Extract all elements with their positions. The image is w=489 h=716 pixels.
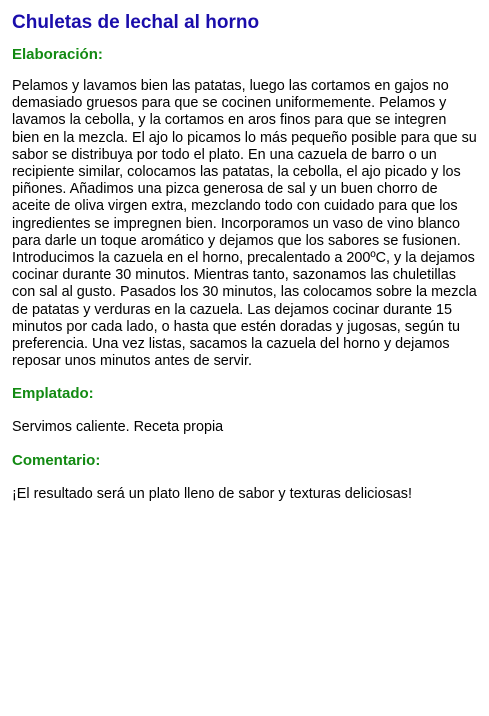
recipe-title: Chuletas de lechal al horno bbox=[12, 12, 260, 33]
comentario-text: ¡El resultado será un plato lleno de sabor y texturas deliciosas! bbox=[12, 485, 412, 502]
emplatado-heading: Emplatado: bbox=[12, 385, 94, 403]
emplatado-text: Servimos caliente. Receta propia bbox=[12, 419, 224, 436]
elaboracion-heading: Elaboración: bbox=[12, 46, 103, 63]
comentario-heading: Comentario: bbox=[12, 451, 101, 469]
elaboracion-text: Pelamos y lavamos bien las patatas, luego las cortamos en gajos no demasiado gruesos para que se cocinen uniformemente. Pelamos y lavamos la cebolla, y la cortamos en aros finos para que se integren bien en la mezcla. El ajo lo picamos lo más pequeño posible para que su sabor se distribuya por todo el plato. En una cazuela de barro o un recipiente similar, colocamos las patatas, la cebolla, el ajo picado y los piñones. Añadimos una pizca generosa de sal y un buen chorro de aceite de oliva virgen extra, mezclando todo con cuidado para que los ingredientes se impregnen bien. Incorporamos un vaso de vino blanco para darle un toque aromático y dejamos que los sabores se fusionen. Introducimos la cazuela en el horno, precalentado a 200ºC, y la dejamos cocinar durante 30 minutos. Mientras tanto, sazonamos las chuletillas con sal al gusto. Pasados los 30 minutos, las colocamos sobre la mezcla de patatas y verduras en la cazuela. Las dejamos cocinar durante 15 minutos por cada lado, o hasta que estén doradas y jugosas, según tu preferencia. Una vez listas, sacamos la cazuela del horno y dejamos reposar unos minutos antes de servir. bbox=[12, 78, 477, 370]
